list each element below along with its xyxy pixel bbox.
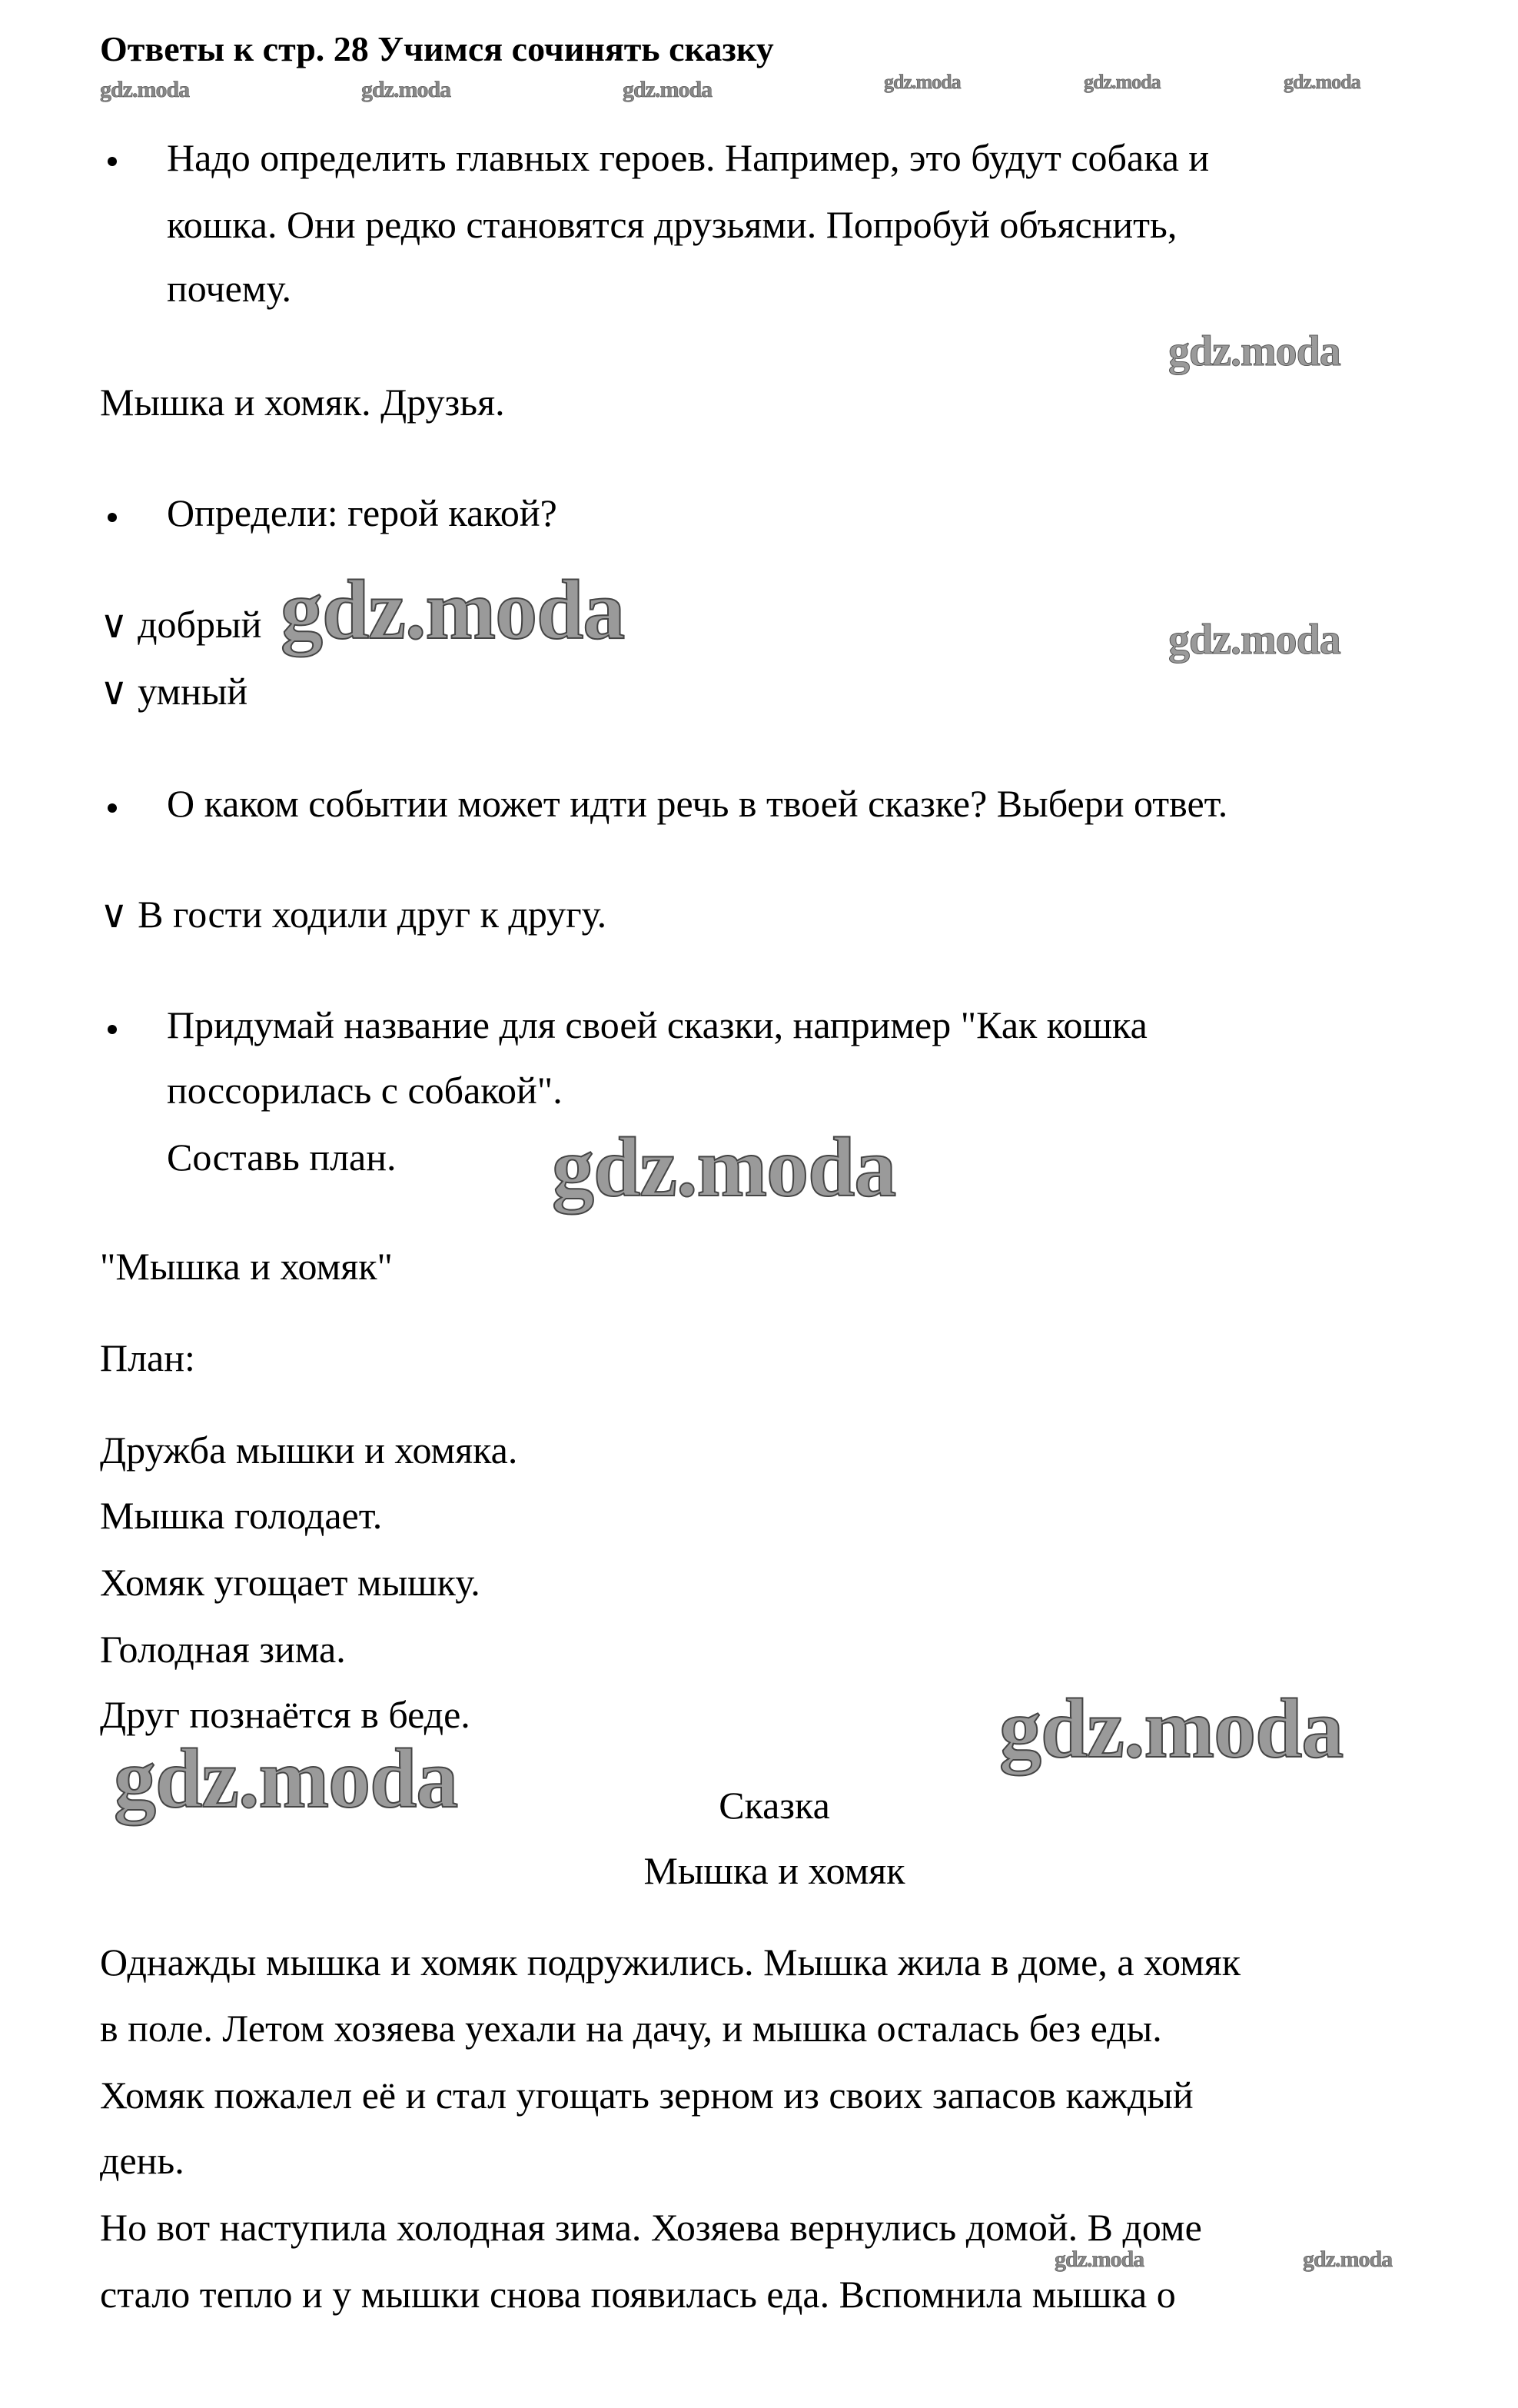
watermark: gdz.moda [361,77,451,102]
watermark: gdz.moda [100,77,190,102]
task-text: Надо определить главных героев. Например, это будут собака и [167,136,1210,179]
watermark: gdz.moda [1055,2247,1144,2272]
watermark: gdz.moda [281,563,625,657]
plan-item: Дружба мышки и хомяка. [100,1429,518,1472]
watermark: gdz.moda [1303,2247,1393,2272]
task-text: Составь план. [167,1136,397,1179]
watermark: gdz.moda [884,71,961,93]
bullet-icon [108,803,117,813]
task-text: кошка. Они редко становятся друзьями. Попробуй объяснить, [167,203,1178,246]
tale-line: день. [100,2139,184,2182]
watermark: gdz.moda [1084,71,1161,93]
bullet-icon [108,1025,117,1034]
watermark: gdz.moda [999,1681,1344,1775]
page-title: Ответы к стр. 28 Учимся сочинять сказку [100,29,774,68]
tale-line: Но вот наступила холодная зима. Хозяева вернулись домой. В доме [100,2206,1202,2249]
watermark: gdz.moda [552,1120,896,1214]
plan-label: План: [100,1336,195,1379]
tale-line: в поле. Летом хозяева уехали на дачу, и мышка осталась без еды. [100,2007,1162,2050]
answer-option: ∨ В гости ходили друг к другу. [100,893,607,936]
plan-item: Хомяк угощает мышку. [100,1561,480,1604]
task-text: поссорилась с собакой". [167,1069,563,1112]
tale-title: Мышка и хомяк [643,1849,905,1892]
bullet-icon [108,513,117,522]
tale-label: Сказка [719,1784,830,1827]
bullet-icon [108,157,117,166]
watermark: gdz.moda [623,77,712,102]
answer-option: ∨ добрый [100,603,262,646]
task-text: Придумай название для своей сказки, например "Как кошка [167,1003,1148,1046]
watermark: gdz.moda [1168,616,1340,664]
task-text: О каком событии может идти речь в твоей сказке? Выбери ответ. [167,782,1228,825]
tale-line: Хомяк пожалел её и стал угощать зерном из своих запасов каждый [100,2074,1194,2117]
plan-item: Голодная зима. [100,1628,346,1671]
story-name: "Мышка и хомяк" [100,1245,393,1288]
task-text: почему. [167,267,291,310]
plan-item: Мышка голодает. [100,1494,383,1537]
task-text: Определи: герой какой? [167,491,557,534]
watermark: gdz.moda [1284,71,1360,93]
answer-option: ∨ умный [100,670,248,713]
answer-text: Мышка и хомяк. Друзья. [100,381,505,424]
watermark: gdz.moda [1168,328,1340,375]
watermark: gdz.moda [114,1731,458,1825]
tale-line: стало тепло и у мышки снова появилась еда. Вспомнила мышка о [100,2273,1176,2316]
plan-item: Друг познаётся в беде. [100,1693,470,1736]
tale-line: Однажды мышка и хомяк подружились. Мышка жила в доме, а хомяк [100,1941,1241,1984]
